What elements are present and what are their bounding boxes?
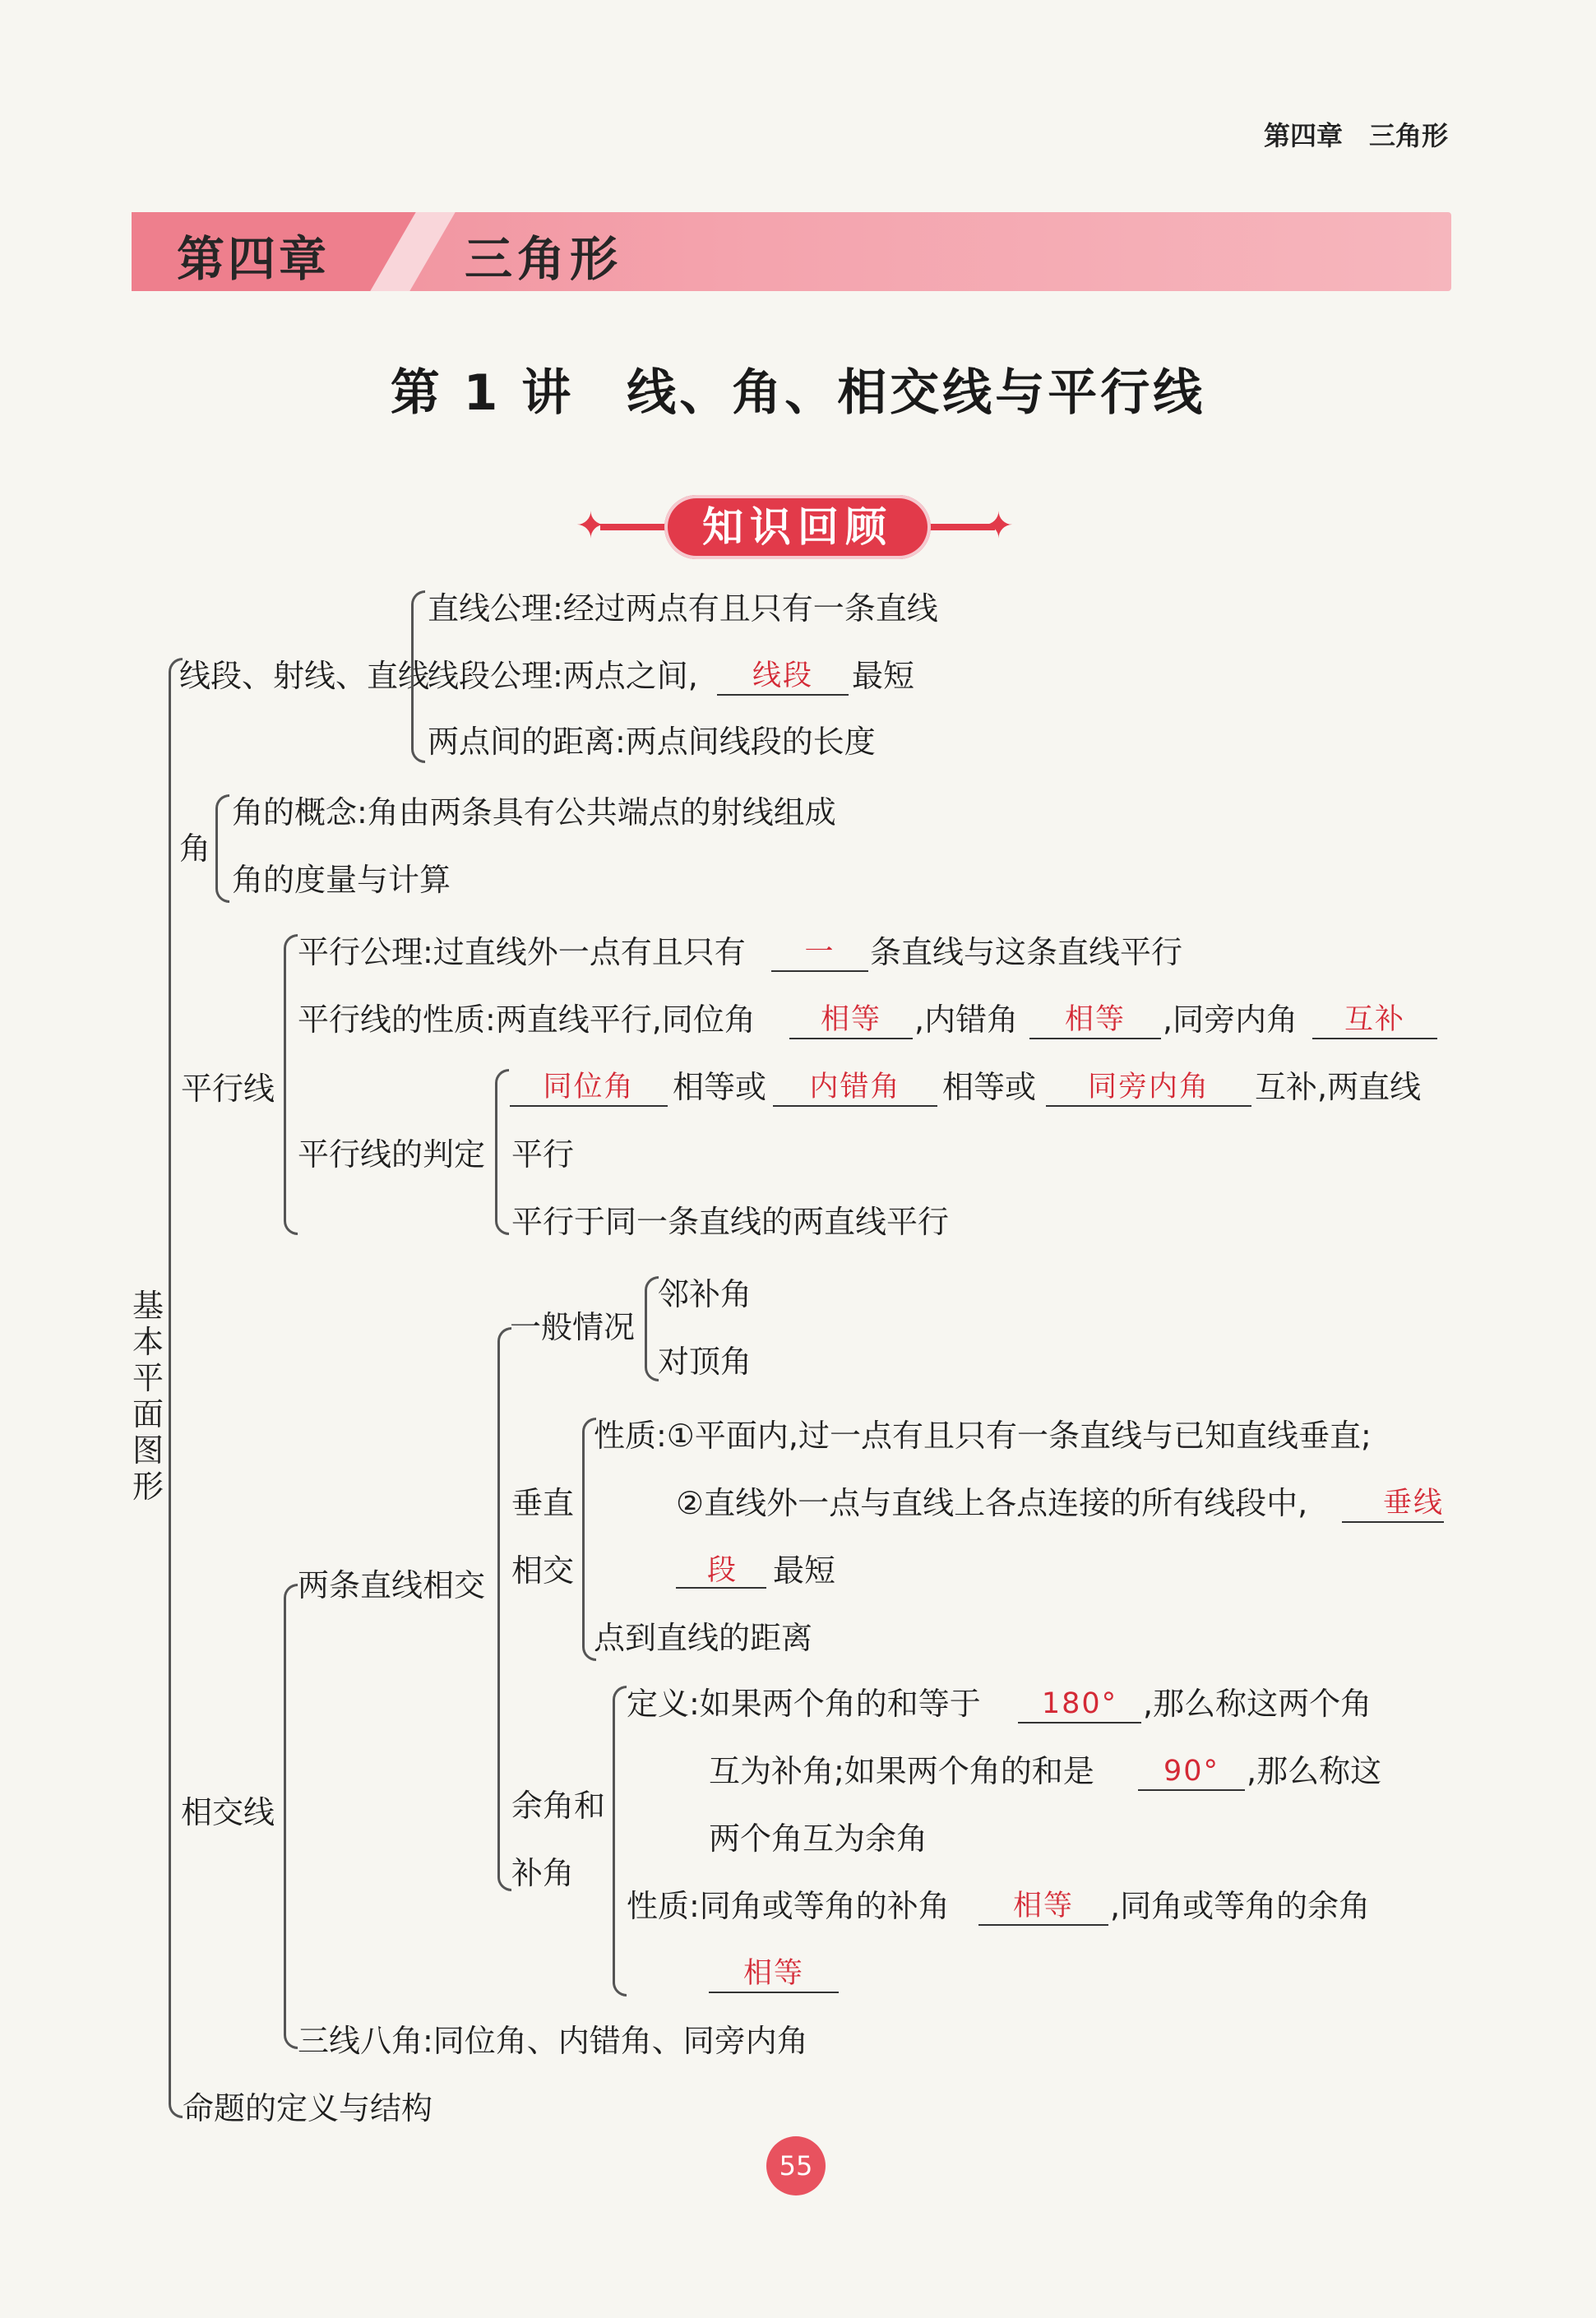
- two-lines-label: 两条直线相交: [298, 1567, 486, 1603]
- answer-blank: 相等: [709, 1955, 839, 1993]
- answer-blank: 90°: [1138, 1753, 1245, 1791]
- perpendicular-label-2: 相交: [511, 1552, 575, 1589]
- answer-blank: 180°: [1018, 1686, 1141, 1723]
- lecture-title: 第 1 讲 线、角、相交线与平行线: [390, 364, 1206, 422]
- intersect-label: 相交线: [181, 1794, 275, 1830]
- general-label: 一般情况: [510, 1309, 636, 1345]
- definition-mid1: ,那么称这两个角: [1143, 1686, 1372, 1722]
- segments-label: 线段、射线、直线: [179, 658, 430, 694]
- star-icon: ✦: [983, 505, 1014, 547]
- parallel-axiom-suffix: 条直线与这条直线平行: [870, 934, 1183, 970]
- two-point-distance: 两点间的距离:两点间线段的长度: [428, 724, 876, 760]
- answer-blank: 段: [676, 1552, 766, 1589]
- answer-blank: 相等: [1029, 1002, 1161, 1039]
- answer-blank: 相等: [789, 1002, 913, 1039]
- definition-prefix: 定义:如果两个角的和等于: [627, 1686, 981, 1722]
- property-prefix: 性质:同角或等角的补角: [627, 1888, 950, 1924]
- adjacent-angle: 邻补角: [658, 1276, 752, 1312]
- line-axiom: 直线公理:经过两点有且只有一条直线: [428, 590, 938, 627]
- angle-concept: 角的概念:角由两条具有公共端点的射线组成: [232, 794, 836, 831]
- review-badge-label: 知识回顾: [664, 495, 931, 559]
- parallel-property-mid2: ,同旁内角: [1163, 1002, 1298, 1038]
- answer-blank: 相等: [978, 1888, 1108, 1926]
- running-head: 第四章 三角形: [1263, 120, 1448, 151]
- answer-blank: 垂线: [1342, 1485, 1444, 1523]
- definition-line2-prefix: 互为补角;如果两个角的和是: [709, 1753, 1094, 1789]
- definition-line3: 两个角互为余角: [709, 1821, 928, 1857]
- proposition-label: 命题的定义与结构: [183, 2090, 433, 2126]
- angle-brace: [215, 794, 229, 903]
- perp-property-2-suffix: 最短: [773, 1552, 836, 1589]
- answer-blank: 同位角: [510, 1069, 668, 1107]
- complementary-brace: [613, 1686, 627, 1996]
- judgement-line3: 平行于同一条直线的两直线平行: [511, 1204, 950, 1240]
- segments-brace: [411, 590, 425, 763]
- chapter-title: 三角形: [465, 231, 623, 287]
- page-number: 55: [766, 2136, 826, 2195]
- segment-axiom-prefix: 线段公理:两点之间,: [428, 658, 698, 694]
- three-lines-eight-angles: 三线八角:同位角、内错角、同旁内角: [298, 2023, 808, 2059]
- definition-line2-suffix: ,那么称这: [1247, 1753, 1382, 1789]
- complementary-label-1: 余角和: [511, 1788, 606, 1824]
- judgement-mid2: 相等或: [942, 1069, 1037, 1105]
- parallel-label: 平行线: [181, 1071, 275, 1107]
- angle-measure: 角的度量与计算: [232, 862, 451, 898]
- root-label: 基本平面图形: [132, 1288, 164, 1505]
- judgement-brace: [495, 1069, 509, 1235]
- parallel-property-mid1: ,内错角: [914, 1002, 1019, 1038]
- segment-axiom-suffix: 最短: [852, 658, 915, 694]
- vertical-angle: 对顶角: [658, 1344, 752, 1380]
- perp-distance: 点到直线的距离: [594, 1620, 813, 1656]
- answer-blank: 一: [771, 934, 868, 972]
- star-icon: ✦: [576, 505, 606, 547]
- angle-label: 角: [179, 831, 211, 867]
- answer-blank: 同旁内角: [1046, 1069, 1251, 1107]
- parallel-brace: [284, 934, 298, 1235]
- property-mid: ,同角或等角的余角: [1110, 1888, 1371, 1924]
- judgement-suffix: 互补,两直线: [1255, 1069, 1422, 1105]
- review-badge: [576, 490, 1020, 564]
- answer-blank: 线段: [717, 658, 849, 696]
- judgement-line2: 平行: [511, 1136, 575, 1173]
- two-lines-brace: [497, 1327, 511, 1891]
- complementary-label-2: 补角: [511, 1855, 575, 1891]
- parallel-property-prefix: 平行线的性质:两直线平行,同位角: [298, 1002, 756, 1038]
- answer-blank: 互补: [1312, 1002, 1437, 1039]
- badge-bar-left: [600, 524, 666, 530]
- answer-blank: 内错角: [773, 1069, 937, 1107]
- chapter-number: 第四章: [177, 231, 331, 287]
- root-brace: [169, 658, 183, 2118]
- intersect-brace: [284, 1584, 298, 2049]
- judgement-mid1: 相等或: [673, 1069, 767, 1105]
- parallel-judgement-label: 平行线的判定: [298, 1136, 486, 1173]
- general-brace: [645, 1276, 659, 1381]
- perp-property-1: 性质:①平面内,过一点有且只有一条直线与已知直线垂直;: [594, 1418, 1372, 1454]
- parallel-axiom-prefix: 平行公理:过直线外一点有且只有: [298, 934, 746, 970]
- perpendicular-label-1: 垂直: [511, 1485, 575, 1521]
- perp-property-2-prefix: ②直线外一点与直线上各点连接的所有线段中,: [676, 1485, 1308, 1521]
